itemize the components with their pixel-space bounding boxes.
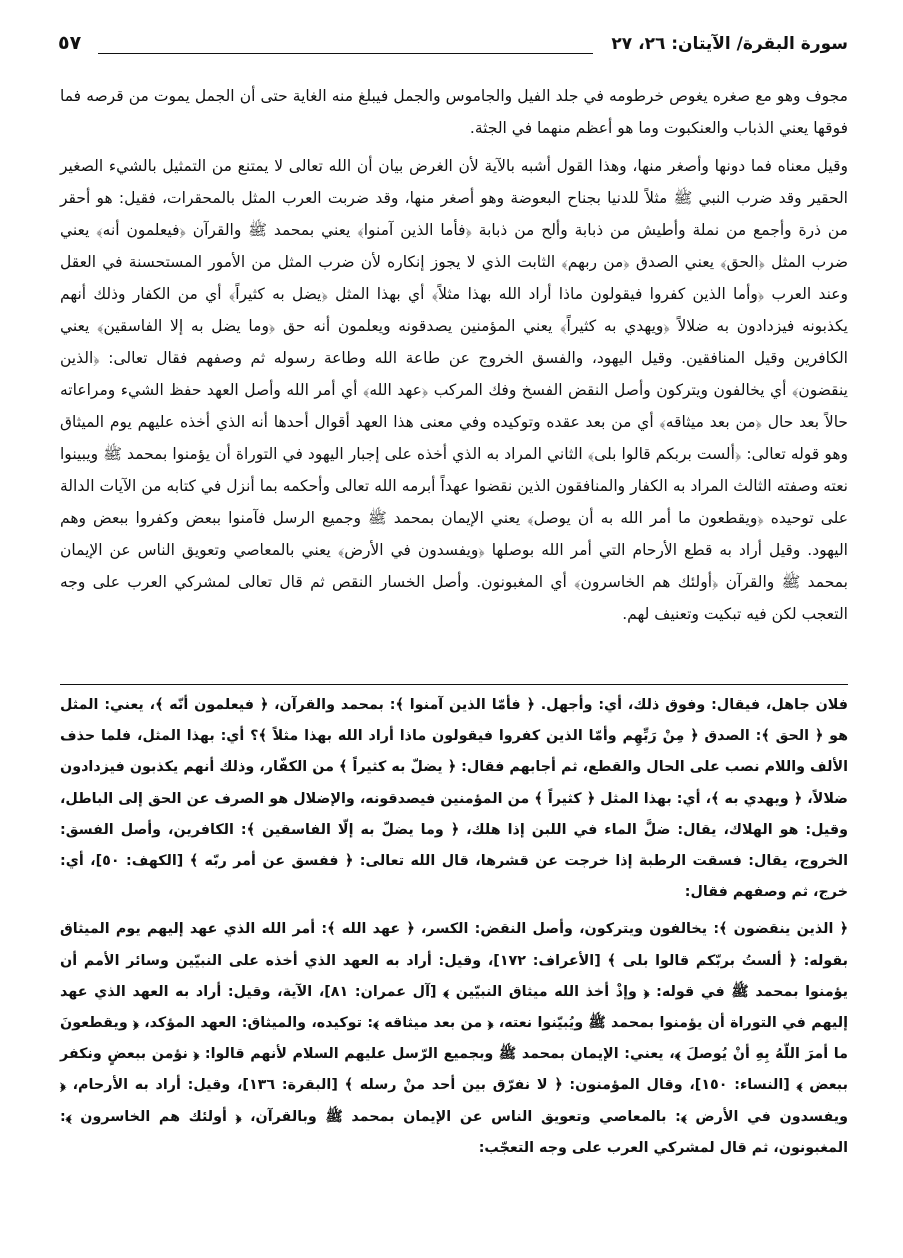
main-text	[60, 80, 848, 636]
page-number: ٥٧	[58, 32, 82, 54]
footnote-paragraph: ﴿ الذين ينقضون ﴾: يخالفون ويتركون، وأصل النقض: الكسر، ﴿ عهد الله ﴾: أمر الله الذي عهد إليهم يوم الميثاق بقوله: ﴿ ألستُ بربّكم قالوا بلى ﴾ [الأعراف: ١٧٢]، وقيل: أراد به العهد الذي أخذه على النبيّين وسائر الأمم أن يؤمنوا بمحمد ﷺ في قوله: ﴿ وإذْ أخذ الله ميثاق النبيّين ﴾ [آل عمران: ٨١]، الآية، وقيل: أراد به العهد الذي عهد إليهم في التوراة أن يؤمنوا بمحمد ﷺ ويُبيّنوا نعته، ﴿ من بعد ميثاقه ﴾: توكيده، والميثاق: العهد المؤكد، ﴿ ويقطعونَ ما أمرَ اللّهُ بِهِ أنْ يُوصلَ ﴾، يعني: الإيمان بمحمد ﷺ وبجميع الرّسل عليهم السلام لأنهم قالوا: ﴿ نؤمن ببعضٍ ونكفر ببعض ﴾ [النساء: ١٥٠]، وقال المؤمنون: ﴿ لا نفرّق بين أحد منْ رسله ﴾ [البقرة: ١٣٦]، وقيل: أراد به الأرحام، ﴿ ويفسدون في الأرض ﴾: بالمعاصي وتعويق الناس عن الإيمان بمحمد ﷺ وبالقرآن، ﴿ أولئك هم الخاسرون ﴾: المغبونون، ثم قال لمشركي العرب على وجه التعجّب:	[60, 921, 848, 1156]
footnote-paragraph: فلان جاهل، فيقال: وفوق ذلك، أي: وأجهل. ﴿ فأمّا الذين آمنوا ﴾: بمحمد والقرآن، ﴿ فيعلمون أنّه ﴾، يعني: المثل هو ﴿ الحق ﴾: الصدق ﴿ مِنْ رَبِّهِم وأمّا الذين كفروا فيقولون ماذا أراد الله بهذا مثلاً ﴾؟ أي: بهذا المثل، فلما حذف الألف واللام نصب على الحال والقطع، ثم أجابهم فقال: ﴿ يضلّ به كثيراً ﴾ من الكفّار، وذلك أنهم يكذبون فيزدادون ضلالاً، ﴿ ويهدي به ﴾، أي: بهذا المثل ﴿ كثيراً ﴾ من المؤمنين فيصدقونه، والإضلال هو الصرف عن الحق إلى الباطل، وقيل: هو الهلاك، يقال: ضلَّ الماء في اللبن إذا هلك، ﴿ وما يضلّ به إلّا الفاسقين ﴾: الكافرين، وأصل الفسق: الخروج، يقال: فسقت الرطبة إذا خرجت عن قشرها، قال الله تعالى: ﴿ ففسق عن أمر ربّه ﴾ [الكهف: ٥٠]، أي: خرج، ثم وصفهم فقال:	[60, 697, 848, 901]
footnote-divider	[60, 684, 848, 685]
running-header	[58, 30, 848, 60]
footnotes	[60, 690, 848, 1170]
header-rule	[98, 53, 593, 54]
running-title: سورة البقرة/ الآيتان: ٢٦، ٢٧	[611, 34, 848, 54]
main-paragraph: مجوف وهو مع صغره يغوص خرطومه في جلد الفيل والجاموس والجمل فيبلغ منه الغاية حتى أن الجمل يموت من قرصه فما فوقها يعني الذباب والعنكبوت وما هو أعظم منهما في الجثة.	[60, 87, 848, 137]
main-paragraph: وقيل معناه فما دونها وأصغر منها، وهذا القول أشبه بالآية لأن الغرض بيان أن الله تعالى لا يمتنع من التمثيل بالشيء الصغير الحقير وقد ضرب النبي ﷺ مثلاً للدنيا بجناح البعوضة وهو أصغر منها، وقد ضربت العرب المثل بالمحقرات، فقيل: هو أحقر من ذرة وأجمع من نملة وأطيش من ذبابة وألح من ذبابة ﴿فأما الذين آمنوا﴾ يعني بمحمد ﷺ والقرآن ﴿فيعلمون أنه﴾ يعني ضرب المثل ﴿الحق﴾ يعني الصدق ﴿من ربهم﴾ الثابت الذي لا يجوز إنكاره لأن ضرب المثل من الأمور المستحسنة في العقل وعند العرب ﴿وأما الذين كفروا فيقولون ماذا أراد الله بهذا مثلاً﴾ أي بهذا المثل ﴿يضل به كثيراً﴾ أي من الكفار وذلك أنهم يكذبونه فيزدادون به ضلالاً ﴿ويهدي به كثيراً﴾ يعني المؤمنين يصدقونه ويعلمون أنه حق ﴿وما يضل به إلا الفاسقين﴾ يعني الكافرين وقيل المنافقين. وقيل اليهود، والفسق الخروج عن طاعة الله وطاعة رسوله ثم وصفهم فقال تعالى: ﴿الذين ينقضون﴾ أي يخالفون ويتركون وأصل النقض الفسخ وفك المركب ﴿عهد الله﴾ أي أمر الله وأصل العهد حفظ الشيء ومراعاته حالاً بعد حال ﴿من بعد ميثاقه﴾ أي من بعد عقده وتوكيده وفي معنى هذا العهد أقوال أحدها أنه الذي أخذه عليهم يوم الميثاق وهو قوله تعالى: ﴿ألست بربكم قالوا بلى﴾ الثاني المراد به الذي أخذه على إجبار اليهود في التوراة أن يؤمنوا بمحمد ﷺ ويبينوا نعته وصفته الثالث المراد به الكفار والمنافقون الذين نقضوا عهداً أبرمه الله تعالى وأحكمه بما أنزل في كتابه من الآيات الدالة على توحيده ﴿ويقطعون ما أمر الله به أن يوصل﴾ يعني الإيمان بمحمد ﷺ وجميع الرسل فآمنوا ببعض وكفروا ببعض وهم اليهود. وقيل أراد به قطع الأرحام التي أمر الله بوصلها ﴿ويفسدون في الأرض﴾ يعني بالمعاصي وتعويق الناس عن الإيمان بمحمد ﷺ والقرآن ﴿أولئك هم الخاسرون﴾ أي المغبونون. وأصل الخسار النقص ثم قال تعالى لمشركي العرب على وجه التعجب لكن فيه تبكيت وتعنيف لهم.	[60, 157, 848, 623]
